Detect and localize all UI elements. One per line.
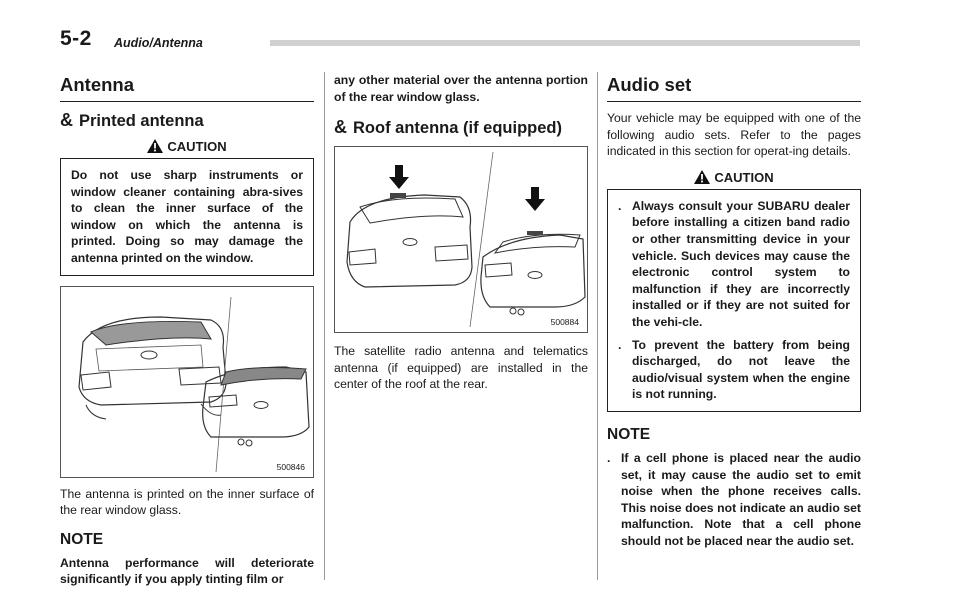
note-heading: NOTE (607, 425, 651, 443)
page-number: 5-2 (60, 27, 92, 50)
note-text: Antenna performance will deteriorate significantly if you apply tinting film or (60, 555, 314, 587)
audio-set-body: Your vehicle may be equipped with one of the following audio sets. Refer to the pages indicated in this section for operat-ing details. (607, 111, 861, 159)
antenna-heading: Antenna (60, 74, 314, 102)
column-divider (597, 72, 598, 580)
caution-item (618, 337, 850, 403)
caution-item-text: To prevent the battery from being discharged, do not leave the audio/visual system when the engine is not running. (632, 337, 850, 402)
caution-title (60, 139, 314, 154)
roof-antenna-body: The satellite radio antenna and telematics antenna (if equipped) are installed in the center of the roof at the rear. (334, 344, 588, 392)
caution-item-text: Always consult your SUBARU dealer before installing a citizen band radio or other transmitting device in your vehicle. Such devices may cause the electronic control system to malfunction if they are incorrectly installed or if they are not suited for the vehi-cle. (632, 198, 850, 329)
caution-box: Do not use sharp instruments or window cleaner containing abra-sives to clean the inner surface of the window on which the antenna is printed. Doing so may damage the antenna printed on the window. (60, 158, 314, 276)
note-text-continued: any other material over the antenna portion of the rear window glass. (334, 73, 588, 104)
note-item-text: If a cell phone is placed near the audio set, it may cause the audio set to emit noise when the phone receives calls. This noise does not indicate an audio set malfunction. Note that a cell phone should not be placed near the audio set. (621, 450, 861, 548)
roof-antenna-subheading (334, 117, 588, 138)
note-heading: NOTE (60, 530, 104, 548)
subheading-text: Printed antenna (79, 112, 204, 130)
printed-antenna-subheading (60, 110, 314, 131)
car-illustration (335, 147, 587, 332)
caution-title (607, 170, 861, 185)
page-header (60, 27, 860, 51)
column-3 (607, 66, 861, 555)
section-marker: & (334, 117, 347, 138)
column-divider (324, 72, 325, 580)
figure-code: 500884 (550, 317, 579, 328)
audio-set-heading: Audio set (607, 74, 861, 102)
subheading-text: Roof antenna (if equipped) (353, 119, 562, 138)
bullet-marker: . (618, 198, 622, 213)
printed-antenna-body: The antenna is printed on the inner surface of the rear window glass. (60, 486, 314, 518)
car-illustration (61, 287, 313, 477)
note-item (607, 450, 861, 550)
rear-window-antenna-illustration (60, 286, 314, 478)
column-1 (60, 66, 314, 588)
section-marker: & (60, 110, 73, 130)
caution-item (618, 198, 850, 331)
warning-icon (694, 170, 710, 184)
column-2 (334, 66, 588, 393)
bullet-marker: . (607, 450, 611, 465)
bullet-marker: . (618, 337, 622, 352)
caution-box (607, 189, 861, 412)
caution-label: CAUTION (167, 139, 227, 154)
header-rule (270, 40, 860, 46)
warning-icon (147, 139, 163, 153)
section-title: Audio/Antenna (114, 36, 203, 50)
figure-code: 500846 (276, 461, 305, 472)
caution-label: CAUTION (714, 169, 774, 185)
roof-antenna-illustration (334, 146, 588, 333)
